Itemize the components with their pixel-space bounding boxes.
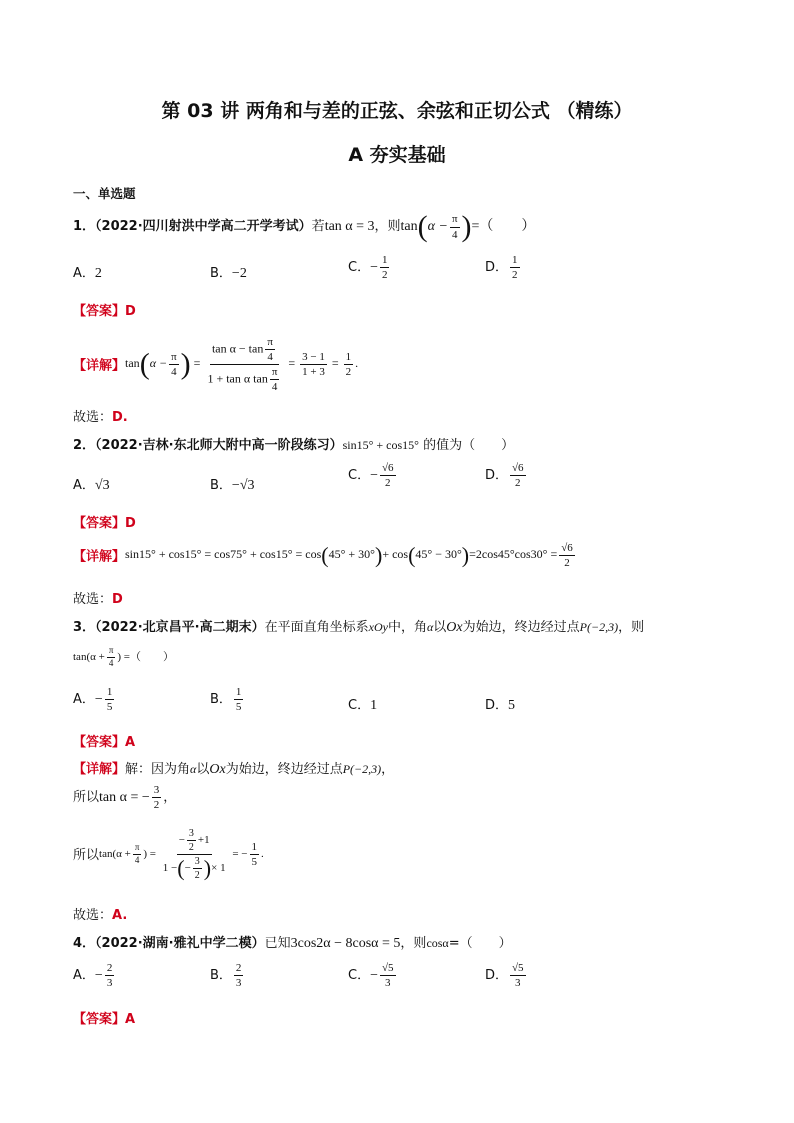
- select-1: 故选：D.: [73, 410, 128, 425]
- option-c[interactable]: C．− $\frac{√6}{2}$: [348, 462, 394, 490]
- question-source: （2022·吉林·东北师大附中高一阶段练习）: [95, 438, 343, 453]
- question-number: 2．: [73, 438, 96, 453]
- option-b[interactable]: B．−√3: [210, 478, 255, 493]
- question-2: [73, 434, 514, 453]
- option-b[interactable]: B． $\frac{2}{3}$: [210, 962, 242, 990]
- section-heading: 一、单选题: [73, 186, 136, 201]
- detail-3: 【详解】解：因为角α以Ox为始边，终边经过点P(−2,3)，: [73, 762, 395, 777]
- question-3-line2: [73, 646, 174, 669]
- detail-2: 【详解】sin15° + cos15° = cos75° + cos15° = cos(45° + 30°)+ cos(45° − 30°)=2cos45°cos30° = $\frac{√6}{2}$: [73, 542, 573, 570]
- condition: tan α = 3: [324, 219, 375, 235]
- answer-4: 【答案】A: [73, 1012, 136, 1027]
- expression: tan(α − $\frac{\pi}{4}$ )=（ ）: [400, 210, 536, 243]
- detail-3-line3: 所以tan(α + $\frac{\pi}{4}$ ) = − $\frac{3}{2}$ +1 1 −(− $\frac{3}{2}$ )× 1 = − $\frac{1}{5}$ .: [73, 828, 264, 881]
- expression: tan(α + $\frac{\pi}{4}$ ) =（ ）: [73, 645, 174, 668]
- option-d[interactable]: D． $\frac{1}{2}$: [485, 254, 518, 282]
- question-text: 的值为（ ）: [423, 438, 515, 453]
- option-d[interactable]: D． $\frac{√6}{2}$: [485, 462, 524, 490]
- question-text: 若: [311, 219, 325, 235]
- option-d[interactable]: D．5: [485, 698, 516, 713]
- question-4: 4．（2022·湖南·雅礼中学二模）已知3cos2α − 8cosα = 5，则cosα=（ ）: [73, 936, 512, 951]
- option-c[interactable]: C．− $\frac{√5}{3}$: [348, 962, 394, 990]
- question-number: 1．: [73, 219, 96, 235]
- option-d[interactable]: D． $\frac{√5}{3}$: [485, 962, 524, 990]
- detail-1: 【详解】tan(α − $\frac{\pi}{4}$ ) = tan α − tan $\frac{\pi}{4}$ 1 + tan α tan $\frac{\pi}{4}$ = $\frac{3 - 1}{1 + 3}$ = $\frac{1}{2}$ .: [73, 336, 359, 394]
- page-title: 第 03 讲 两角和与差的正弦、余弦和正切公式 （精练）: [161, 100, 633, 122]
- expression: sin15° + cos15°: [342, 438, 419, 452]
- select-3: 故选：A.: [73, 908, 128, 923]
- option-b[interactable]: B． $\frac{1}{5}$: [210, 686, 242, 714]
- page-subtitle: A 夯实基础: [348, 144, 446, 166]
- option-a[interactable]: A．2: [73, 266, 102, 281]
- option-a[interactable]: A．− $\frac{1}{5}$: [73, 686, 113, 714]
- option-c[interactable]: C．− $\frac{1}{2}$: [348, 254, 388, 282]
- question-3: 3．（2022·北京昌平·高二期末）在平面直角坐标系xOy中，角α以Ox为始边，终边经过点P(−2,3)，则: [73, 620, 645, 635]
- question-source: （2022·北京昌平·高二期末）: [95, 620, 265, 635]
- question-source: （2022·湖南·雅礼中学二模）: [95, 936, 265, 951]
- option-a[interactable]: A．√3: [73, 478, 110, 493]
- condition: 3cos2α − 8cosα = 5: [290, 936, 401, 951]
- answer-1: 【答案】D: [73, 304, 136, 319]
- question-source: （2022·四川射洪中学高二开学考试）: [95, 219, 312, 235]
- option-a[interactable]: A．− $\frac{2}{3}$: [73, 962, 113, 990]
- question-1: [73, 212, 535, 242]
- detail-3-line2: 所以tan α = − $\frac{3}{2}$ ，: [73, 784, 177, 812]
- answer-2: 【答案】D: [73, 516, 136, 531]
- select-2: 故选：D: [73, 592, 123, 607]
- option-b[interactable]: B．−2: [210, 266, 247, 281]
- question-number: 3．: [73, 620, 96, 635]
- answer-3: 【答案】A: [73, 735, 136, 750]
- question-number: 4．: [73, 936, 96, 951]
- option-c[interactable]: C．1: [348, 698, 378, 713]
- question-text: ，则: [374, 219, 401, 235]
